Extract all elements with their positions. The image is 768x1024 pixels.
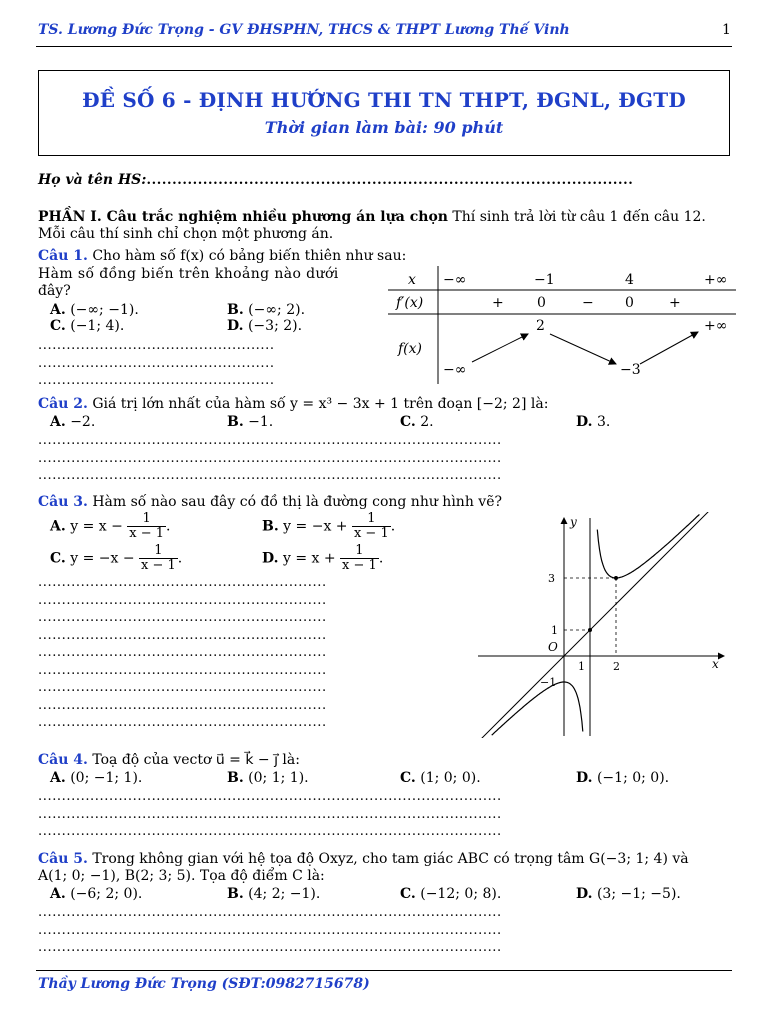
q4-option-b[interactable]: B. (0; 1; 1). — [227, 770, 309, 786]
tbl-sign-2: − — [582, 295, 594, 311]
tbl-sign-1: 0 — [537, 295, 546, 311]
q5-option-a[interactable]: A. (−6; 2; 0). — [50, 886, 143, 902]
section-instruction-2: Mỗi câu thí sinh chỉ chọn một phương án. — [38, 226, 334, 242]
asymptote-oblique — [478, 512, 710, 738]
q3-text: Hàm số nào sau đây có đồ thị là đường cong như hình vẽ? — [87, 494, 502, 510]
q5-option-b[interactable]: B. (4; 2; −1). — [227, 886, 321, 902]
tbl-x-3: +∞ — [704, 272, 728, 288]
tbl-f-min: −3 — [620, 362, 641, 378]
q2-option-b[interactable]: B. −1. — [227, 414, 274, 430]
tbl-x-1: −1 — [534, 272, 555, 288]
y-tick-3: 3 — [548, 572, 555, 585]
y-axis-label: y — [570, 515, 577, 529]
header-rule — [36, 46, 732, 47]
q3-stem — [38, 494, 502, 511]
page-number: 1 — [722, 22, 731, 38]
q4-text: Toạ độ của vectơ u⃗ = k⃗ − j⃗ là: — [87, 752, 300, 768]
q3-option-c[interactable]: C. y = −x − $\frac{1}{x - 1}$ . — [50, 543, 183, 573]
tbl-x-label: x — [408, 272, 416, 288]
q1-answer-lines: .................................................. .................................................. .................................................. — [38, 338, 275, 388]
footer-author: Thầy Lương Đức Trọng (SĐT:0982715678) — [38, 976, 370, 992]
exam-time: Thời gian làm bài: 90 phút — [264, 118, 504, 137]
tbl-f-plusinf: +∞ — [704, 318, 728, 334]
q1-variation-table — [388, 266, 736, 386]
section-heading-line — [38, 209, 706, 226]
q2-option-a[interactable]: A. −2. — [50, 414, 96, 430]
x-axis-label: x — [712, 657, 719, 671]
q1-text-2b: đây? — [38, 283, 71, 299]
q4-stem — [38, 752, 300, 769]
q5-text: Trong không gian với hệ tọa độ Oxyz, cho tam giác ABC có trọng tâm G(−3; 1; 4) và — [87, 851, 689, 867]
student-name-line: Họ và tên HS:............................................................................................... — [38, 172, 634, 188]
section-instruction: Thí sinh trả lời từ câu 1 đến câu 12. — [447, 209, 706, 225]
y-tick-1: 1 — [551, 624, 558, 637]
q3-label: Câu 3. — [38, 494, 88, 510]
curve-right-branch — [597, 514, 699, 578]
tbl-sign-3: 0 — [625, 295, 634, 311]
tbl-arrow-up-2 — [640, 332, 698, 364]
q3-option-a[interactable]: A. y = x − $\frac{1}{x - 1}$ . — [50, 511, 171, 541]
tbl-arrow-down — [550, 334, 616, 364]
tbl-f-max: 2 — [536, 318, 545, 334]
q2-text: Giá trị lớn nhất của hàm số y = x³ − 3x + 1 trên đoạn [−2; 2] là: — [87, 396, 549, 412]
q5-answer-lines: .................................................................................................. .................................................................................................. .................................................................................................. — [38, 905, 502, 955]
tbl-x-0: −∞ — [443, 272, 467, 288]
q4-option-d[interactable]: D. (−1; 0; 0). — [576, 770, 670, 786]
q1-option-c[interactable]: C. (−1; 4). — [50, 318, 125, 334]
q5-option-d[interactable]: D. (3; −1; −5). — [576, 886, 681, 902]
student-name-label: Họ và tên HS: — [38, 172, 147, 188]
q2-option-c[interactable]: C. 2. — [400, 414, 434, 430]
q4-option-c[interactable]: C. (1; 0; 0). — [400, 770, 481, 786]
tbl-x-2: 4 — [625, 272, 634, 288]
q1-option-b[interactable]: B. (−∞; 2). — [227, 302, 306, 318]
q2-answer-lines: .................................................................................................. .................................................................................................. .................................................................................................. — [38, 433, 502, 483]
section-heading: PHẦN I. Câu trắc nghiệm nhiều phương án lựa chọn — [38, 209, 448, 225]
q5-text-2: A(1; 0; −1), B(2; 3; 5). Tọa độ điểm C là: — [38, 868, 325, 884]
x-tick-1: 1 — [578, 660, 585, 673]
q1-label: Câu 1. — [38, 248, 88, 264]
q2-option-d[interactable]: D. 3. — [576, 414, 611, 430]
tbl-sign-0: + — [492, 295, 504, 311]
q3-option-b[interactable]: B. y = −x + $\frac{1}{x - 1}$ . — [262, 511, 396, 541]
q5-label: Câu 5. — [38, 851, 88, 867]
point-1-1 — [588, 628, 592, 632]
q4-label: Câu 4. — [38, 752, 88, 768]
q1-option-d[interactable]: D. (−3; 2). — [227, 318, 303, 334]
q3-answer-lines: ............................................................. ............................................................. ............................................................. ............................................................. ............................................................. ............................................................. ............................................................. ............................................................. ............................................................. — [38, 575, 327, 730]
footer-rule — [36, 970, 732, 971]
origin-label: O — [548, 640, 558, 654]
q1-option-a[interactable]: A. (−∞; −1). — [50, 302, 139, 318]
q1-stem — [38, 248, 406, 265]
q2-stem — [38, 396, 548, 413]
tbl-arrow-up-1 — [472, 334, 528, 362]
tbl-fprime-label: f′(x) — [396, 295, 424, 311]
q2-label: Câu 2. — [38, 396, 88, 412]
exam-title: ĐỀ SỐ 6 - ĐỊNH HƯỚNG THI TN THPT, ĐGNL, ĐGTD — [82, 88, 686, 112]
y-tick-neg1: −1 — [540, 676, 557, 689]
q5-stem — [38, 851, 689, 868]
q3-option-d[interactable]: D. y = x + $\frac{1}{x - 1}$ . — [262, 543, 384, 573]
q1-text: Cho hàm số f(x) có bảng biến thiên như sau: — [87, 248, 407, 264]
q1-text-2a: Hàm số đồng biến trên khoảng nào dưới — [38, 266, 339, 282]
x-tick-2: 2 — [613, 660, 620, 673]
q5-option-c[interactable]: C. (−12; 0; 8). — [400, 886, 502, 902]
q4-answer-lines: .................................................................................................. .................................................................................................. .................................................................................................. — [38, 789, 502, 839]
tbl-sign-4: + — [669, 295, 681, 311]
tbl-f-label: f(x) — [398, 341, 423, 357]
tbl-f-minusinf: −∞ — [443, 362, 467, 378]
q4-option-a[interactable]: A. (0; −1; 1). — [50, 770, 143, 786]
q3-graph — [474, 512, 732, 738]
curve-left-branch — [492, 682, 583, 735]
header-author: TS. Lương Đức Trọng - GV ĐHSPHN, THCS & THPT Lương Thế Vinh — [38, 22, 570, 38]
title-box — [38, 70, 730, 156]
